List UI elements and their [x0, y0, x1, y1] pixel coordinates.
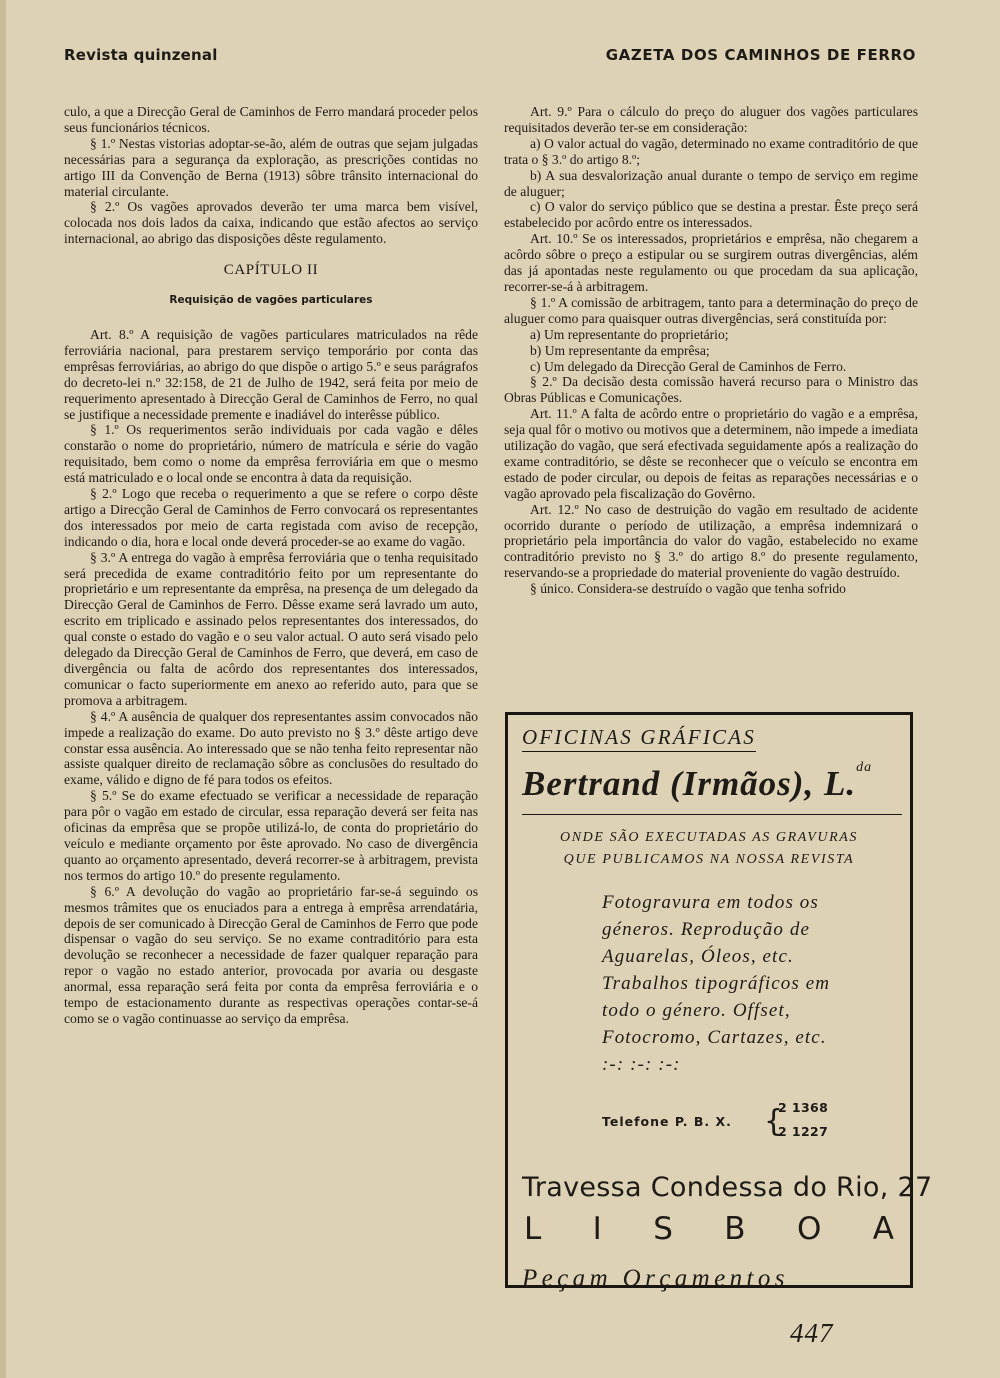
page-edge [0, 0, 6, 1378]
header-right: GAZETA DOS CAMINHOS DE FERRO [605, 46, 916, 64]
ad-subtitle [522, 827, 896, 871]
brace-icon: { [764, 1104, 784, 1139]
paragraph: § 4.º A ausência de qualquer dos representantes assim convocados não impede a realização do exame. Do auto previsto no § 3.º dêste artigo deve constar essa ausência. Ao interessado que se não tenha feito representar não assiste qualquer direito de reclamação sôbre as conclusões do resultado do exame, válido e digno de fé para todos os efeitos. [64, 708, 478, 788]
city-letter: A [872, 1211, 894, 1247]
city-letter: L [524, 1211, 542, 1247]
paragraph: § 1.º A comissão de arbitragem, tanto para a determinação do preço de aluguer como para quaisquer outras divergências, será constituída por: [504, 294, 918, 326]
paragraph: c) Um delegado da Direcção Geral de Caminhos de Ferro. [530, 358, 847, 374]
ad-phone [602, 1100, 896, 1146]
phone-label: Telefone P. B. X. [602, 1114, 732, 1129]
paragraph: § 5.º Se do exame efectuado se verificar a necessidade de reparação para pôr o vagão em estado de circular, essa reparação deverá ser feita nas oficinas da emprêsa que se propõe utilizá-lo, de conta do proprietário do veículo e mediante orçamento por êste aprovado. No caso de divergência quanto ao orçamento apresentado, deverá recorrer-se à arbitragem, prevista nos termos do artigo 10.º do presente regulamento. [64, 788, 478, 883]
city-letter: O [796, 1211, 822, 1247]
ad-subtitle-line: QUE PUBLICAMOS NA NOSSA REVISTA [563, 852, 855, 867]
paragraph: § 2.º Da decisão desta comissão haverá recurso para o Ministro das Obras Públicas e Comunicações. [504, 374, 918, 406]
paragraph: Art. 10.º Se os interessados, proprietários e emprêsa, não chegarem a acôrdo sôbre o preço a estipular ou se surgirem outras divergências, além das já apontadas neste regulamento ou que procedam da sua aplicação, recorrer-se-á à arbitragem. [504, 231, 918, 294]
ad-address: Travessa Condessa do Rio, 27 [522, 1172, 933, 1203]
right-column [504, 104, 918, 597]
paragraph: c) O valor do serviço público que se destina a prestar. Êste preço será estabelecido por acôrdo entre os interessados. [504, 199, 918, 231]
paragraph: a) Um representante do proprietário; [530, 326, 729, 342]
left-column [64, 104, 478, 1027]
paragraph: § 6.º A devolução do vagão ao proprietário far-se-á seguindo os mesmos trâmites que os enuciados para a entrega à emprêsa arrendatária, depois de ser comunicado à Direcção Geral de Caminhos de Ferro que pode dispensar o vagão do seu serviço. Se no exame contraditório para esta devolução se reconhecer a necessidade de fazer qualquer reparação para repor o vagão no estado anterior, provocada por avaria ou desgaste anormal, essa reparação será feita por conta da emprêsa ferroviária e o tempo de estacionamento durante as respectivas operações contar-se-á como se o vagão continuasse ao serviço da emprêsa. [64, 883, 478, 1026]
city-letter: I [592, 1211, 602, 1247]
paragraph: a) O valor actual do vagão, determinado no exame contraditório de que trata o § 3.º do artigo 8.º; [504, 135, 918, 167]
running-head [64, 46, 916, 70]
ad-brand [522, 760, 896, 804]
paragraph: § 3.º A entrega do vagão à emprêsa ferroviária que o tenha requisitado será precedida de exame contraditório feito por um representante do proprietário e um representante da emprêsa, na presença de um delegado da Direcção Geral de Caminhos de Ferro. Dêsse exame será lavrado um auto, escrito em triplicado e assinado pelos representantes dos interessados, do qual conste o estado do vagão e o seu valor actual. O auto será visado pelo delegado da Direcção Geral de Caminhos de Ferro, que deverá, em caso de divergência ou falta de acôrdo dos representantes dos interessados, comunicar o facto superiormente em anexo ao referido auto, para que se promova a arbitragem. [64, 549, 478, 708]
paragraph: Art. 9.º Para o cálculo do preço do aluguer dos vagões particulares requisitados deverão ter-se em consideração: [504, 104, 918, 135]
section-subheading: Requisição de vagões particulares [169, 294, 373, 307]
header-left: Revista quinzenal [64, 46, 218, 64]
ad-brand-suffix: da [856, 760, 873, 775]
ad-call-to-action: Peçam Orçamentos [522, 1265, 789, 1292]
phone-number: 2 1227 [778, 1124, 829, 1139]
paragraph: Art. 11.º A falta de acôrdo entre o proprietário do vagão e a emprêsa, seja qual fôr o motivo ou motivos que a determinem, não impede a imediata utilização do vagão, que será efectivada seguidamente após a realização do exame contraditório, se dêste se reconhecer que o veículo se encontra em estado de poder circular, ou depois de feitas as reparações necessárias e o vagão aprovado pela fiscalização do Govêrno. [504, 406, 918, 501]
paragraph: § 2.º Os vagões aprovados deverão ter uma marca bem visível, colocada nos dois lados da caixa, indicando que estão afectos ao serviço internacional, ao abrigo das disposições dêste regulamento. [64, 199, 478, 247]
ad-services: Fotogravura em todos os géneros. Reprodução de Aguarelas, Óleos, etc. Trabalhos tipográficos em todo o género. Offset, Fotocromo, Cartazes, etc. :-: :-: :-: [602, 892, 831, 1075]
ad-divider [522, 814, 902, 815]
paragraph: § único. Considera-se destruído o vagão que tenha sofrido [530, 581, 846, 597]
paragraph: Art. 8.º A requisição de vagões particulares matriculados na rêde ferroviária nacional, para prestarem serviço temporário por conta das emprêsas ferroviárias, ao abrigo do que dispõe o artigo 5.º e seus parágrafos do decreto-lei n.º 32:158, de 21 de Julho de 1942, será feita por meio de requerimento apresentado à Direcção Geral de Caminhos de Ferro, no qual se justifique a necessidade premente e inadiável do interêsse público. [64, 326, 478, 422]
ad-city [522, 1211, 896, 1247]
paragraph: culo, a que a Direcção Geral de Caminhos de Ferro mandará proceder pelos seus funcionários técnicos. [64, 104, 478, 135]
advertisement [505, 712, 933, 1292]
paragraph: § 1.º Os requerimentos serão individuais por cada vagão e dêles constarão o nome do proprietário, número de matrícula e série do vagão requisitado, bem como o nome da emprêsa ferroviária em que o mesmo está matriculado e o local onde se encontra à data da requisição. [64, 422, 478, 486]
city-letter: S [653, 1211, 673, 1247]
ad-subtitle-line: ONDE SÃO EXECUTADAS AS GRAVURAS [559, 830, 859, 845]
page-number: 447 [790, 1318, 834, 1348]
paragraph: b) Um representante da emprêsa; [530, 342, 710, 358]
paragraph: Art. 12.º No caso de destruição do vagão em resultado de acidente ocorrido durante o período de utilização, a emprêsa indemnizará o proprietário pela importância do valor do vagão, estabelecido no exame contraditório previsto no § 3.º do artigo 8.º do presente regulamento, reservando-se a propriedade do material proveniente do vagão destruído. [504, 501, 918, 581]
phone-number: 2 1368 [778, 1100, 829, 1115]
city-letter: B [724, 1211, 746, 1247]
paragraph: § 2.º Logo que receba o requerimento a que se refere o corpo dêste artigo a Direcção Geral de Caminhos de Ferro convocará os representantes dos interessados por meio de carta registada com aviso de recepção, indicando o dia, hora e local onde deverá proceder-se ao exame do vagão. [64, 486, 478, 549]
ad-brand-name: Bertrand (Irmãos), L. [522, 764, 857, 803]
paragraph: b) A sua desvalorização anual durante o tempo de serviço em regime de aluguer; [504, 167, 918, 199]
paragraph: § 1.º Nestas vistorias adoptar-se-ão, além de outras que sejam julgadas necessárias para a segurança da exploração, as prescrições contidas no artigo III da Convenção de Berna (1913) sôbre trânsito internacional do material circulante. [64, 135, 478, 199]
ad-heading: OFICINAS GRÁFICAS [522, 725, 756, 752]
chapter-heading: CAPÍTULO II [223, 262, 319, 279]
